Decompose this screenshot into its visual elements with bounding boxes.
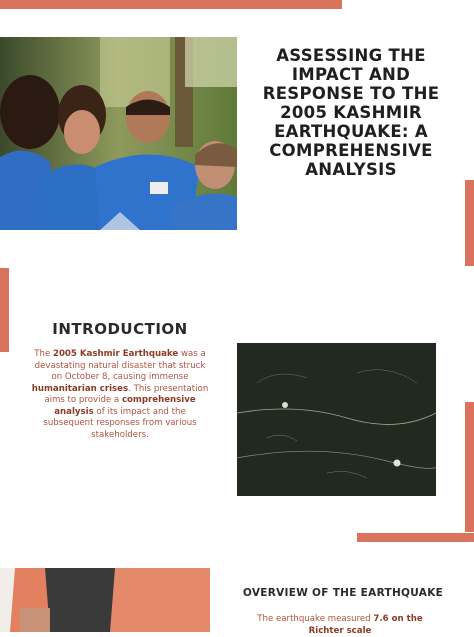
presentation-title: ASSESSING THE IMPACT AND RESPONSE TO THE 2005 KASHMIR EARTHQUAKE: A COMPREHENSIVE ANALYSIS [262,46,440,179]
introduction-paragraph: The 2005 Kashmir Earthquake was a devastating natural disaster that struck on October 8, causing immense humanitarian crises. This presentation aims to provide a comprehensive analysis of its impact and the subsequent responses from various stakeholders. [31,349,209,440]
top-accent-bar [0,0,342,9]
introduction-heading: INTRODUCTION [52,320,188,338]
overview-heading: OVERVIEW OF THE EARTHQUAKE [242,587,444,599]
overview-paragraph: The earthquake measured 7.6 on the Richter scale [257,614,423,636]
volunteers-photo [0,37,237,230]
dark-field-photo [237,343,436,496]
right-accent-bar [465,180,474,266]
person-photo [0,568,210,632]
left-accent-bar [0,268,9,352]
right-accent-bar-lower [465,402,474,532]
bottom-accent-bar [357,533,474,542]
